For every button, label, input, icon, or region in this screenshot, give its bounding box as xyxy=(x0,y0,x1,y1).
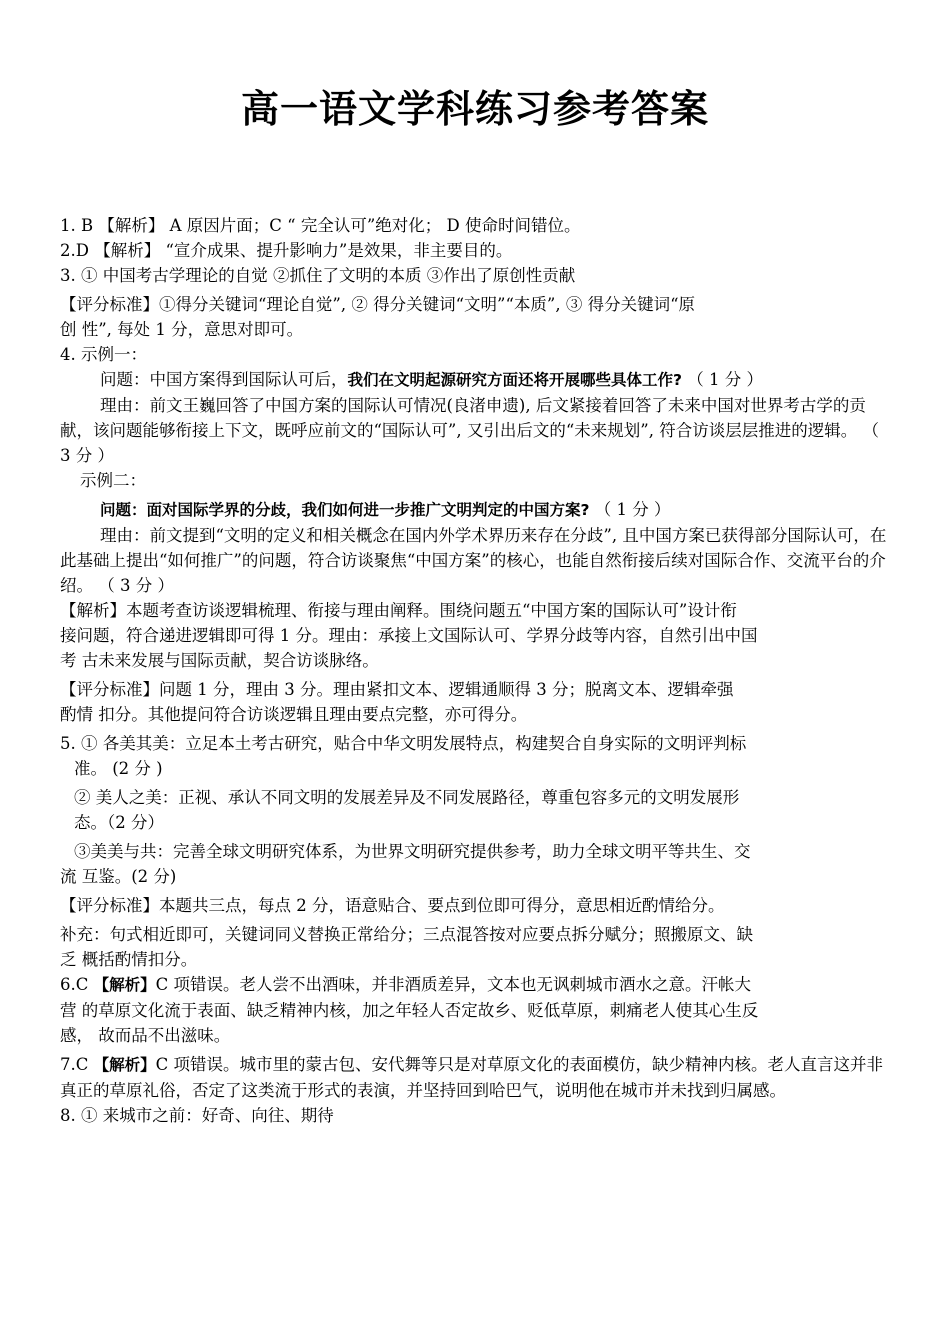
example-2-question xyxy=(60,497,892,523)
answer-1: 1. B 【解析】 A 原因片面；C “ 完全认可”绝对化； D 使命时间错位。 xyxy=(60,216,581,235)
analysis-line: 【解析】本题考查访谈逻辑梳理、衔接与理由阐释。围绕问题五“中国方案的国际认可”设计衔 xyxy=(60,601,737,620)
answer-6 xyxy=(60,972,892,1048)
point-line: ② 美人之美：正视、承认不同文明的发展差异及不同发展路径，尊重包容多元的文明发展形 xyxy=(74,788,740,807)
analysis-line: 接问题，符合递进逻辑即可得 1 分。理由：承接上文国际认可、学界分歧等内容，自然引出中国 xyxy=(60,626,758,645)
answer-5-point-1 xyxy=(60,731,892,781)
point-line: 流 互鉴。(2 分) xyxy=(60,867,177,886)
analysis-tag: 【解析】 xyxy=(93,1056,156,1074)
answer-4-analysis xyxy=(60,598,892,673)
answer-7 xyxy=(60,1052,892,1103)
answer-5-point-3 xyxy=(60,839,892,889)
page-title: 高一语文学科练习参考答案 xyxy=(240,87,709,131)
point-line: 态。（2 分） xyxy=(74,813,164,832)
question-score: （ 1 分 ） xyxy=(687,370,763,389)
analysis-line: 营 的草原文化流于表面、缺乏精神内核，加之年轻人否定故乡、贬低草原，刺痛老人使其心生反 xyxy=(60,1001,759,1020)
answer-2: 2.D 【解析】 “宣介成果、提升影响力”是效果，非主要目的。 xyxy=(60,241,513,260)
analysis-line: C 项错误。老人尝不出酒味，并非酒质差异，文本也无讽刺城市酒水之意。汗帐大 xyxy=(155,975,752,994)
question-bold: 问题：面对国际学界的分歧，我们如何进一步推广文明判定的中国方案? xyxy=(100,501,590,519)
point-line: ③美美与共：完善全球文明研究体系，为世界文明研究提供参考，助力全球文明平等共生、交 xyxy=(74,842,751,861)
analysis-tag: 【解析】 xyxy=(93,976,156,994)
scoring-line: 【评分标准】①得分关键词“理论自觉”, ② 得分关键词“文明”“本质”, ③ 得分关键词“原 xyxy=(60,295,696,314)
example-1-question xyxy=(60,367,892,393)
supplement-line: 乏 概括酌情扣分。 xyxy=(60,950,198,969)
answer-5-point-2 xyxy=(60,785,892,835)
answer-key: 6.C xyxy=(60,975,94,994)
scoring-line: 【评分标准】问题 1 分，理由 3 分。理由紧扣文本、逻辑通顺得 3 分；脱离文本、逻辑牵强 xyxy=(60,680,734,699)
answer-key: 7.C xyxy=(60,1055,94,1074)
point-line: 5. ① 各美其美：立足本土考古研究，贴合中华文明发展特点，构建契合自身实际的文明评判标 xyxy=(60,734,747,753)
answer-4-heading: 4. 示例一： xyxy=(60,345,147,364)
example-2-heading: 示例二： xyxy=(80,471,146,490)
question-score: （ 1 分 ） xyxy=(594,500,671,519)
example-2-reason: 理由：前文提到“文明的定义和相关概念在国内外学术界历来存在分歧”, 且中国方案已获得部分国际认可，在此基础上提出“如何推广”的问题，符合访谈聚焦“中国方案”的核心，也能自然衔接后续对国际合作、交流平台的介绍。 （ 3 分 ） xyxy=(60,526,887,595)
point-line: 准。 (2 分 ) xyxy=(74,759,163,778)
answer-4-scoring xyxy=(60,677,892,727)
example-1-reason: 理由：前文王巍回答了中国方案的国际认可情况(良渚申遗), 后文紧接着回答了未来中国对世界考古学的贡献，该问题能够衔接上下文，既呼应前文的“国际认可”, 又引出后文的“未来规划”, 符合访谈层层推进的逻辑。 （ 3 分 ） xyxy=(60,396,879,465)
scoring-line: 创 性”, 每处 1 分，意思对即可。 xyxy=(60,320,304,339)
answer-5-scoring: 【评分标准】本题共三点，每点 2 分，语意贴合、要点到位即可得分，意思相近酌情给分。 xyxy=(60,896,725,915)
scoring-line: 酌情 扣分。其他提问符合访谈逻辑且理由要点完整，亦可得分。 xyxy=(60,705,528,724)
question-prefix: 问题：中国方案得到国际认可后， xyxy=(100,370,348,389)
question-bold: 我们在文明起源研究方面还将开展哪些具体工作? xyxy=(347,371,682,389)
analysis-line: 考 古未来发展与国际贡献，契合访谈脉络。 xyxy=(60,651,379,670)
analysis-text: C 项错误。城市里的蒙古包、安代舞等只是对草原文化的表面模仿，缺少精神内核。老人直言这并非真正的草原礼俗，否定了这类流于形式的表演，并坚持回到哈巴气，说明他在城市并未找到归属感。 xyxy=(60,1055,884,1100)
answer-3: 3. ① 中国考古学理论的自觉 ②抓住了文明的本质 ③作出了原创性贡献 xyxy=(60,266,576,285)
supplement-line: 补充：句式相近即可，关键词同义替换正常给分；三点混答按对应要点拆分赋分；照搬原文、缺 xyxy=(60,925,753,944)
answer-5-supplement xyxy=(60,922,892,972)
answer-8: 8. ① 来城市之前：好奇、向往、期待 xyxy=(60,1106,334,1125)
analysis-line: 感， 故而品不出滋味。 xyxy=(60,1026,231,1045)
answer-content xyxy=(60,213,892,1128)
answer-3-scoring xyxy=(60,292,892,342)
